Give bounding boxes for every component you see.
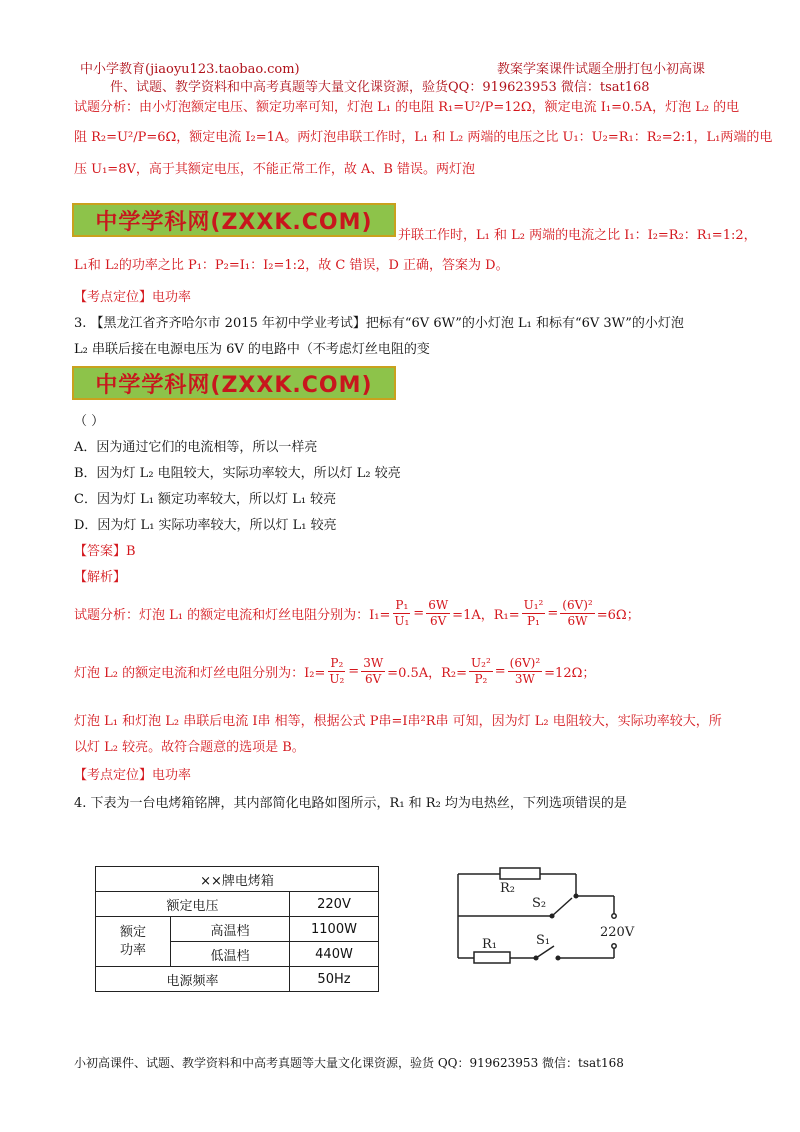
- spec-power-label-2: 功率: [119, 942, 146, 958]
- f2-frac-d: [508, 656, 542, 687]
- label-s2: S₂: [532, 896, 547, 911]
- spec-high-label: 高温档: [171, 917, 290, 942]
- f2-end: =12Ω；: [544, 666, 596, 681]
- f1-frac-a: [392, 598, 411, 629]
- spec-low-label: 低温档: [171, 942, 290, 967]
- f1-prefix: 试题分析：灯泡 L₁ 的额定电流和灯丝电阻分别为：I₁=: [74, 608, 391, 623]
- q3-option-a: A．因为通过它们的电流相等，所以一样亮: [74, 440, 318, 455]
- f1-end: =6Ω；: [596, 608, 640, 623]
- f2-c-num: U₂²: [471, 656, 491, 670]
- f2-c-den: P₂: [474, 672, 488, 686]
- q3-option-c: C．因为灯 L₁ 额定功率较大，所以灯 L₁ 较亮: [74, 492, 337, 507]
- f1-b-num: 6W: [428, 598, 449, 612]
- f1-frac-c: [522, 598, 546, 629]
- label-voltage: 220V: [600, 925, 635, 940]
- q3-option-d: D．因为灯 L₁ 实际功率较大，所以灯 L₁ 较亮: [74, 518, 337, 533]
- f2-prefix: 灯泡 L₂ 的额定电流和灯丝电阻分别为：I₂=: [74, 666, 326, 681]
- q4-text: 4. 下表为一台电烤箱铭牌，其内部简化电路如图所示，R₁ 和 R₂ 均为电热丝，下列选项错误的是: [74, 796, 627, 811]
- q3-answer: 【答案】B: [74, 544, 136, 559]
- analysis2-formula1: 试题分析：灯泡 L₁ 的额定电流和灯丝电阻分别为：I₁= $\frac{\text{P₁}}{\text{U₁}}$ = $\frac{6W}{6V}$ =1A，R₁= $\frac{\text{U₁²}}{\text{P₁}}$ = $\frac{\text{(6V)²}}{6W}$ =6Ω；: [74, 598, 640, 628]
- kaodian-2: 【考点定位】电功率: [74, 768, 192, 783]
- f1-a-num: P₁: [395, 598, 409, 612]
- header-ad: 教案学案课件试题全册打包小初高课: [497, 62, 706, 77]
- f2-d-den: 3W: [514, 672, 535, 686]
- resistor-r1: [474, 952, 510, 963]
- f1-c-den: P₁: [527, 614, 540, 628]
- f1-d-den: 6W: [567, 614, 588, 628]
- footer-ad: 小初高课件、试题、教学资料和中高考真题等大量文化课资源，验货 QQ：919623953 微信：tsat168: [74, 1056, 624, 1070]
- spec-freq-label: 电源频率: [96, 967, 290, 992]
- spec-title: ××牌电烤箱: [96, 867, 379, 892]
- f1-frac-b: [426, 598, 450, 629]
- label-r1: R₁: [482, 937, 497, 952]
- f2-frac-b: [361, 656, 385, 687]
- analysis1-line1: 试题分析：由小灯泡额定电压、额定功率可知，灯泡 L₁ 的电阻 R₁=U²/P=12Ω，额定电流 I₁=0.5A，灯泡 L₂ 的电: [74, 100, 740, 115]
- f1-c-num: U₁²: [523, 598, 544, 612]
- spec-power-label-1: 额定: [119, 924, 146, 940]
- analysis1-line5: L₁和 L₂的功率之比 P₁：P₂=I₁：I₂=1:2，故 C 错误，D 正确，答案为 D。: [74, 258, 509, 273]
- kaodian-1: 【考点定位】电功率: [74, 290, 192, 305]
- header-shop: 中小学教育(jiaoyu123.taobao.com): [80, 62, 300, 77]
- f2-a-den: U₂: [329, 672, 345, 686]
- spec-high-value: 1100W: [290, 917, 379, 942]
- label-s1: S₁: [536, 933, 551, 948]
- f1-b-den: 6V: [430, 614, 447, 628]
- label-r2: R₂: [500, 881, 515, 896]
- f1-d-num: (6V)²: [562, 598, 593, 612]
- switch-s2: [552, 898, 572, 916]
- zxxk-logo-2: 中学学科网(ZXXK.COM): [72, 366, 396, 400]
- analysis2-line3: 灯泡 L₁ 和灯泡 L₂ 串联后电流 I串 相等，根据公式 P串=I串²R串 可知，因为灯 L₂ 电阻较大，实际功率较大，所: [74, 714, 722, 729]
- spec-low-value: 440W: [290, 942, 379, 967]
- spec-power-label: [96, 917, 171, 967]
- analysis2-formula2: 灯泡 L₂ 的额定电流和灯丝电阻分别为：I₂= $\frac{\text{P₂}}{\text{U₂}}$ = $\frac{3W}{6V}$ =0.5A，R₂= $\frac{\text{U₂²}}{\text{P₂}}$ = $\frac{\text{(6V)²}}{3W}$ =12Ω；: [74, 656, 596, 686]
- q3-line2: L₂ 串联后接在电源电压为 6V 的电路中（不考虑灯丝电阻的变: [74, 342, 430, 357]
- analysis1-line3: 压 U₁=8V，高于其额定电压，不能正常工作，故 A、B 错误。两灯泡: [74, 162, 476, 177]
- f2-d-num: (6V)²: [509, 656, 541, 670]
- f1-res: =1A，R₁=: [452, 608, 520, 623]
- q3-jiexi: 【解析】: [74, 570, 127, 585]
- f2-res: =0.5A，R₂=: [387, 666, 468, 681]
- analysis1-line2: 阻 R₂=U²/P=6Ω，额定电流 I₂=1A。两灯泡串联工作时，L₁ 和 L₂ 两端的电压之比 U₁：U₂=R₁：R₂=2:1，L₁两端的电: [74, 130, 773, 145]
- f2-frac-a: [327, 656, 346, 687]
- q3-option-b: B．因为灯 L₂ 电阻较大，实际功率较大，所以灯 L₂ 较亮: [74, 466, 401, 481]
- spec-rated-voltage-value: 220V: [290, 892, 379, 917]
- spec-freq-value: 50Hz: [290, 967, 379, 992]
- header-ad-line2: 件、试题、教学资料和中高考真题等大量文化课资源，验货QQ：919623953 微信：tsat168: [110, 80, 650, 95]
- oven-spec-table: [95, 866, 379, 992]
- f1-frac-d: [560, 598, 594, 629]
- spec-rated-voltage-label: 额定电压: [96, 892, 290, 917]
- q3-line1: 3. 【黑龙江省齐齐哈尔市 2015 年初中学业考试】把标有“6V 6W”的小灯泡 L₁ 和标有“6V 3W”的小灯泡: [74, 316, 684, 331]
- f2-a-num: P₂: [330, 656, 344, 670]
- zxxk-logo: 中学学科网(ZXXK.COM): [72, 203, 396, 237]
- q3-paren: （ ）: [74, 414, 105, 429]
- f1-a-den: U₁: [394, 614, 410, 628]
- analysis2-line4: 以灯 L₂ 较亮。故符合题意的选项是 B。: [74, 740, 305, 755]
- oven-circuit-diagram: [440, 862, 660, 972]
- resistor-r2: [500, 868, 540, 879]
- analysis1-line4: 并联工作时，L₁ 和 L₂ 两端的电流之比 I₁：I₂=R₂：R₁=1:2，: [398, 228, 757, 243]
- f2-b-num: 3W: [363, 656, 384, 670]
- f2-b-den: 6V: [365, 672, 382, 686]
- f2-frac-c: [469, 656, 493, 687]
